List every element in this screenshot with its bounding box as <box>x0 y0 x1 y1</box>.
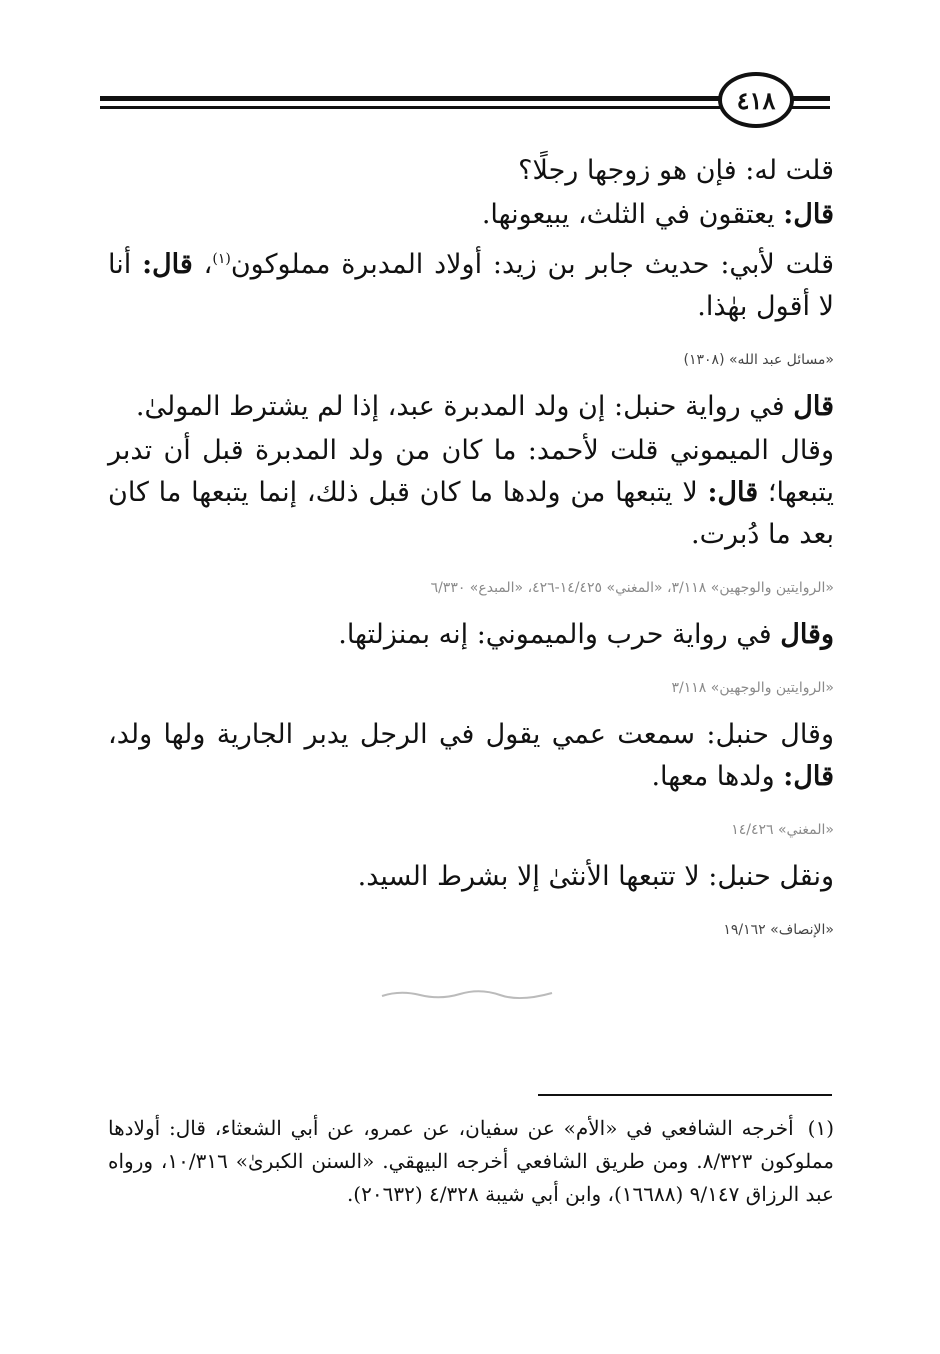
p6-label: وقال <box>780 619 834 650</box>
page-number: ٤١٨ <box>718 72 794 128</box>
paragraph-8 <box>108 856 834 898</box>
p7-text: وقال حنبل: سمعت عمي يقول في الرجل يدبر الجارية ولها ولد، <box>108 719 834 750</box>
p4-label: قال <box>793 391 834 422</box>
paragraph-3 <box>108 238 834 328</box>
paragraph-6 <box>108 614 834 656</box>
p4-text: في رواية حنبل: إن ولد المدبرة عبد، إذا لم يشترط المولىٰ. <box>135 391 794 422</box>
p3-label: قال: <box>142 249 193 280</box>
p3-text-a: قلت لأبي: حديث جابر بن زيد: أولاد المدبرة مملوكون <box>230 249 835 280</box>
p3-text-b: أنا لا أقول بهٰذا. <box>108 249 834 322</box>
footnote-ref-1: (١) <box>212 251 231 267</box>
source-ref-3: «الروايتين والوجهين» ٣/١١٨ <box>671 680 834 696</box>
footnote <box>108 1112 834 1211</box>
p5-text-b: لا يتبعها من ولدها ما كان قبل ذلك، إنما يتبعها ما كان بعد ما دُبرت. <box>108 477 834 550</box>
p6-text: في رواية حرب والميموني: إنه بمنزلتها. <box>338 619 781 650</box>
p3-sep: ، <box>192 249 213 280</box>
p2-text: يعتقون في الثلث، يبيعونها. <box>481 199 784 230</box>
paragraph-2 <box>108 194 834 236</box>
source-ref-1: «مسائل عبد الله» (١٣٠٨) <box>683 352 834 368</box>
paragraph-4 <box>108 386 834 428</box>
page-header <box>100 68 830 132</box>
p7-text-b: ولدها معها. <box>651 761 784 792</box>
p5-text-a: وقال الميموني قلت لأحمد: ما كان من ولد المدبرة قبل أن تدبر يتبعها؛ <box>108 435 834 508</box>
header-rule-top <box>100 96 720 101</box>
header-rule-bottom <box>100 106 720 109</box>
paragraph-7 <box>108 714 834 798</box>
main-text <box>108 150 834 956</box>
footnote-text: أخرجه الشافعي في «الأم» عن سفيان، عن عمرو، عن أبي الشعثاء، قال: أولادها مملوكون ٨/٣٢٣. ومن طريق الشافعي أخرجه البيهقي. «السنن الكبرىٰ» ١٠/٣١٦، ورواه عبد الرزاق ٩/١٤٧ (١٦٦٨٨)، وابن أبي شيبة ٤/٣٢٨ (٢٠٦٣٢). <box>108 1116 834 1206</box>
p1-text: قلت له: فإن هو زوجها رجلًا؟ <box>518 155 834 186</box>
footnote-divider <box>538 1094 832 1096</box>
p2-label: قال: <box>783 199 834 230</box>
p7-label: قال: <box>783 761 834 792</box>
source-ref-4: «المغني» ١٤/٤٢٦ <box>731 822 834 838</box>
p8-text: ونقل حنبل: لا تتبعها الأنثىٰ إلا بشرط السيد. <box>357 861 834 892</box>
source-ref-2: «الروايتين والوجهين» ٣/١١٨، «المغني» ١٤/٤٢٥-٤٢٦، «المبدع» ٦/٣٣٠ <box>430 580 834 596</box>
source-ref-5: «الإنصاف» ١٩/١٦٢ <box>723 922 834 938</box>
paragraph-1 <box>108 150 834 192</box>
paragraph-5 <box>108 430 834 556</box>
header-rule-right-top <box>792 96 830 101</box>
p5-label: قال: <box>707 477 759 508</box>
footnote-number: (١) <box>807 1116 834 1140</box>
section-end-ornament <box>380 988 555 1000</box>
header-rule-right-bottom <box>792 106 830 109</box>
